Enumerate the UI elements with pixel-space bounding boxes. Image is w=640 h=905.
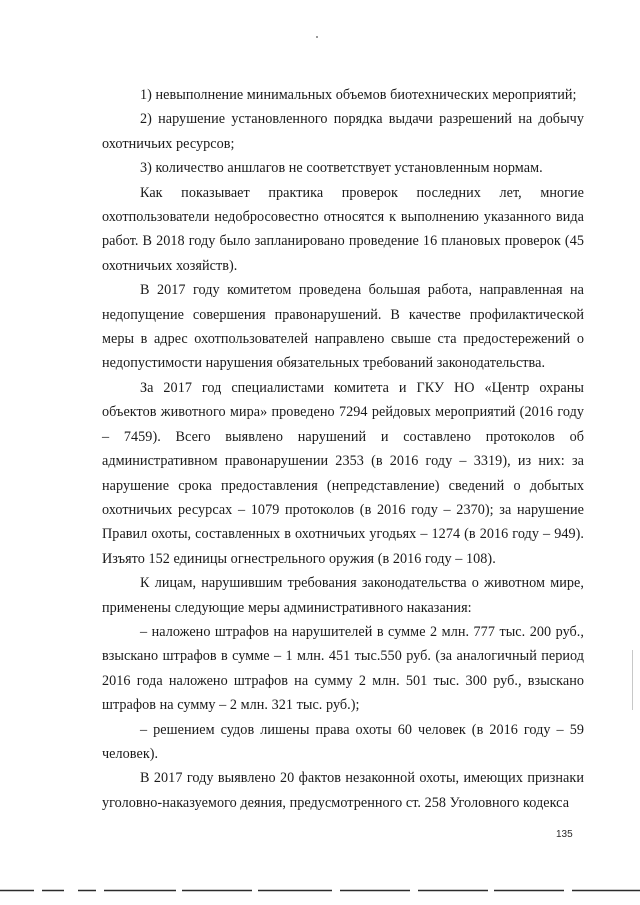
paragraph-penalties-intro: К лицам, нарушившим требования законодательства о животном мире, применены следующие меры административного наказания:	[102, 575, 584, 616]
paragraph-prevention: В 2017 году комитетом проведена большая работа, направленная на недопущение совершения правонарушений. В качестве профилактической меры в адрес охотпользователей направлено свыше ста предостережений о недопустимости нарушения обязательных требований законодательства.	[102, 282, 584, 372]
page-number: 135	[556, 829, 573, 840]
scan-bottom-edge	[0, 889, 640, 892]
paragraph-illegal-hunting: В 2017 году выявлено 20 фактов незаконной охоты, имеющих признаки уголовно-наказуемого деяния, предусмотренного ст. 258 Уголовного кодекса	[102, 770, 584, 811]
paragraph-inspections: Как показывает практика проверок последних лет, многие охотпользователи недобросовестно относятся к выполнению указанного вида работ. В 2018 году было запланировано проведение 16 плановых проверок (45 охотничьих хозяйств).	[102, 184, 584, 274]
paragraph-raids: За 2017 год специалистами комитета и ГКУ НО «Центр охраны объектов животного мира» проведено 7294 рейдовых мероприятий (2016 году – 7459). Всего выявлено нарушений и составлено протоколов об административном правонарушении 2353 (в 2016 году – 3319), из них: за нарушение срока предоставления (непредставление) сведений о добытых охотничьих ресурсах – 1079 протоколов (в 2016 году – 2370); за нарушение Правил охоты, составленных в охотничьих угодьях – 1274 (в 2016 году – 949). Изъято 152 единицы огнестрельного оружия (в 2016 году – 108).	[102, 379, 584, 567]
list-item-1: 1) невыполнение минимальных объемов биотехнических мероприятий;	[140, 87, 577, 103]
paragraph-court-decisions: – решением судов лишены права охоты 60 человек (в 2016 году – 59 человек).	[102, 721, 584, 762]
paragraph-fines: – наложено штрафов на нарушителей в сумме 2 млн. 777 тыс. 200 руб., взыскано штрафов в сумме – 1 млн. 451 тыс.550 руб. (за аналогичный период 2016 года наложено штрафов на сумму 2 млн. 501 тыс. 300 руб., взыскано штрафов на сумму – 2 млн. 321 тыс. руб.);	[102, 623, 584, 714]
body-text	[102, 83, 584, 815]
scan-speck	[316, 36, 318, 38]
scan-edge-shadow	[632, 650, 633, 710]
list-item-3: 3) количество аншлагов не соответствует установленным нормам.	[140, 160, 543, 177]
list-item-2: 2) нарушение установленного порядка выдачи разрешений на добычу охотничьих ресурсов;	[102, 111, 584, 152]
